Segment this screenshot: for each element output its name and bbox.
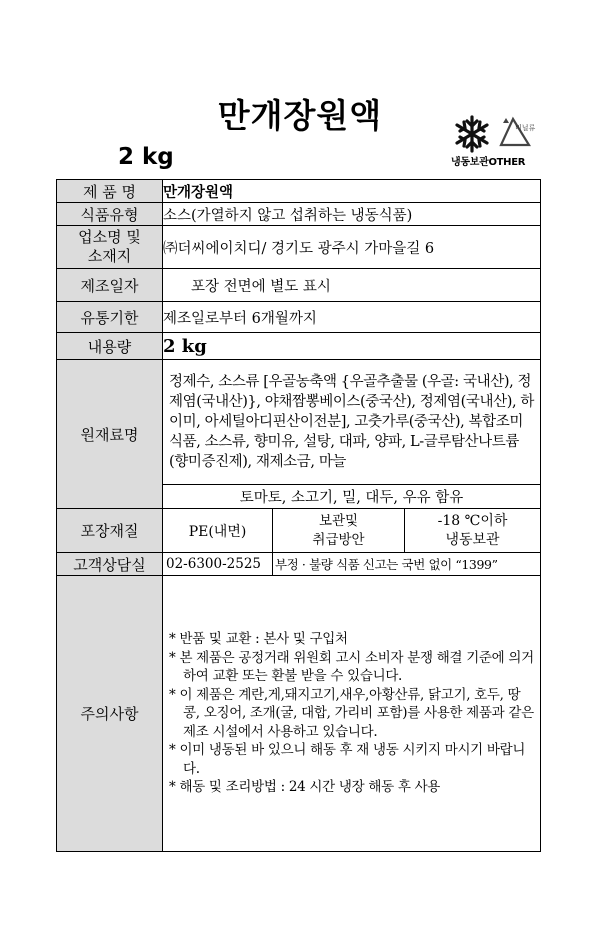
mfg-date-label: 제조일자: [57, 269, 163, 302]
logo-caption: 냉동보관OTHER: [451, 157, 526, 168]
storage-label: [273, 509, 405, 553]
logo-badge: 비닐류: [515, 124, 536, 132]
caution-item: * 이 제품은 계란,게,돼지고기,새우,아황산류, 닭고기, 호두, 땅콩, 오징어, 조개(굴, 대합, 가리비 포함)를 사용한 제품과 같은 제조 시설에서 사용하고 있습니다.: [169, 686, 534, 740]
row-company: [57, 226, 541, 269]
caution-list: [169, 630, 534, 797]
company-label-line2: 소재지: [87, 247, 132, 265]
net-weight-heading: 2 kg: [118, 144, 174, 170]
snowflake-recycle-icon: [451, 113, 541, 155]
customer-label: 고객상담실: [57, 553, 163, 576]
content-value: 2 kg: [163, 333, 541, 360]
storage-label-line2: 취급방안: [312, 531, 365, 548]
storage-label-line1: 보관및: [318, 512, 359, 529]
food-type-value: 소스(가열하지 않고 섭취하는 냉동식품): [163, 203, 541, 226]
ingredients-value: 정제수, 소스류 [우골농축액 {우골추출물 (우골: 국내산), 정제염(국내산)}, 야채짬뽕베이스(중국산), 정제염(국내산), 하이미, 아세틸아디핀산이전분], 고춧가루(중국산), 복합조미식품, 소스류, 향미유, 설탕, 대파, 양파, L-글루탐산나트륨(향미증진제), 재제소금, 마늘: [163, 360, 541, 485]
expiry-label: 유통기한: [57, 302, 163, 333]
customer-phone: 02-6300-2525: [163, 553, 273, 576]
row-food-type: [57, 203, 541, 226]
row-packaging: [57, 509, 541, 553]
ingredients-label: 원재료명: [57, 360, 163, 509]
caution-value: [163, 576, 541, 852]
food-type-label: 식품유형: [57, 203, 163, 226]
company-label: [57, 226, 163, 269]
row-customer: [57, 553, 541, 576]
row-mfg-date: [57, 269, 541, 302]
expiry-value: 제조일로부터 6개월까지: [163, 302, 541, 333]
company-value: ㈜더씨에이치디/ 경기도 광주시 가마을길 6: [163, 226, 541, 269]
mfg-date-value: 포장 전면에 별도 표시: [163, 269, 541, 302]
product-name-label: 제 품 명: [57, 180, 163, 203]
product-title: 만개장원액: [217, 96, 383, 135]
product-name-value: 만개장원액: [163, 180, 541, 203]
packaging-label: 포장재질: [57, 509, 163, 553]
company-label-line1: 업소명 및: [78, 228, 141, 246]
packaging-material: PE(내면): [163, 509, 273, 553]
storage-method: [405, 509, 541, 553]
row-product-name: [57, 180, 541, 203]
caution-item: * 이미 냉동된 바 있으니 해동 후 재 냉동 시키지 마시기 바랍니다.: [169, 742, 526, 777]
customer-report: 부정 · 불량 식품 신고는 국번 없이 “1399”: [273, 553, 541, 576]
row-caution: [57, 576, 541, 852]
caution-label: 주의사항: [57, 576, 163, 852]
storage-line1: -18 ℃이하: [437, 512, 508, 529]
allergens-value: 토마토, 소고기, 밀, 대두, 우유 함유: [163, 485, 541, 509]
content-label: 내용량: [57, 333, 163, 360]
product-info-table: [56, 179, 541, 852]
row-content: [57, 333, 541, 360]
row-ingredients: [57, 360, 541, 485]
caution-item: * 본 제품은 공정거래 위원회 고시 소비자 분쟁 해결 기준에 의거하여 교환 또는 환불 받을 수 있습니다.: [169, 649, 534, 685]
storage-line2: 냉동보관: [445, 531, 500, 548]
caution-item: * 반품 및 교환 : 본사 및 구입처: [169, 631, 348, 648]
caution-item: * 해동 및 조리방법 : 24 시간 냉장 해동 후 사용: [169, 779, 441, 796]
frozen-storage-logo: [451, 113, 541, 169]
row-expiry: [57, 302, 541, 333]
